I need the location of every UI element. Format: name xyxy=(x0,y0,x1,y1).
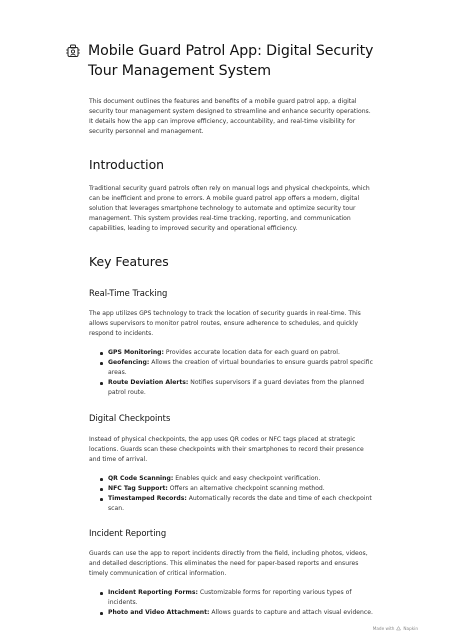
footer-credit[interactable] xyxy=(373,626,418,631)
napkin-logo-icon xyxy=(396,626,401,631)
introduction-paragraph: Traditional security guard patrols often rely on manual logs and physical checkpoints, which can be inefficient and prone to errors. A mobile guard patrol app offers a modern, digital solution that leverages smartphone technology to automate and optimize security tour management. This system provides real-time tracking, reporting, and communication capabilities, leading to improved security and operational efficiency. xyxy=(89,185,370,232)
real-time-tracking-list xyxy=(89,348,374,398)
footer-brand: Napkin xyxy=(403,626,418,631)
incident-reporting-heading-block xyxy=(89,527,374,539)
incident-reporting-heading: Incident Reporting xyxy=(89,528,167,538)
real-time-tracking-heading-block xyxy=(89,287,374,299)
list-item: GPS Monitoring: Provides accurate location data for each guard on patrol. xyxy=(89,348,374,358)
summary-paragraph: This document outlines the features and benefits of a mobile guard patrol app, a digital security tour management system designed to streamline and enhance security operations. It details how the app can improve efficiency, accountability, and real-time visibility for security personnel and management. xyxy=(89,98,371,135)
list-item: Incident Reporting Forms: Customizable forms for reporting various types of incidents. xyxy=(89,588,374,608)
digital-checkpoints-list xyxy=(89,474,374,514)
list-item: Timestamped Records: Automatically records the date and time of each checkpoint scan. xyxy=(89,494,374,514)
digital-checkpoints-body xyxy=(89,435,374,465)
intro-summary xyxy=(89,97,374,137)
incident-reporting-body xyxy=(89,549,374,579)
incident-reporting-list xyxy=(89,588,374,618)
list-item: QR Code Scanning: Enables quick and easy checkpoint verification. xyxy=(89,474,374,484)
title-row xyxy=(65,41,395,81)
introduction-section xyxy=(89,157,374,173)
real-time-tracking-paragraph: The app utilizes GPS technology to track the location of security guards in real-time. This allows supervisors to monitor patrol routes, ensure adherence to schedules, and quickly respond to incidents. xyxy=(89,310,361,337)
key-features-section xyxy=(89,254,374,270)
list-item: Route Deviation Alerts: Notifies supervisors if a guard deviates from the planned patrol route. xyxy=(89,378,374,398)
list-item: Photo and Video Attachment: Allows guards to capture and attach visual evidence. xyxy=(89,608,374,618)
digital-checkpoints-paragraph: Instead of physical checkpoints, the app uses QR codes or NFC tags placed at strategic locations. Guards scan these checkpoints with their smartphones to record their presence and time of arrival. xyxy=(89,436,364,463)
introduction-heading: Introduction xyxy=(89,157,165,172)
footer-text: Made with xyxy=(372,626,395,631)
security-guard-icon xyxy=(65,43,81,59)
digital-checkpoints-heading-block xyxy=(89,412,374,424)
list-item: NFC Tag Support: Offers an alternative checkpoint scanning method. xyxy=(89,484,374,494)
key-features-heading: Key Features xyxy=(89,254,169,269)
incident-reporting-paragraph: Guards can use the app to report incidents directly from the field, including photos, videos, and detailed descriptions. This eliminates the need for paper-based reports and ensures timely communication of critical information. xyxy=(89,550,368,577)
real-time-tracking-body xyxy=(89,309,374,339)
digital-checkpoints-heading: Digital Checkpoints xyxy=(89,413,171,423)
real-time-tracking-heading: Real-Time Tracking xyxy=(89,288,168,298)
page-title: Mobile Guard Patrol App: Digital Security Tour Management System xyxy=(88,43,374,79)
introduction-body xyxy=(89,184,374,234)
list-item: Geofencing: Allows the creation of virtual boundaries to ensure guards patrol specific areas. xyxy=(89,358,374,378)
